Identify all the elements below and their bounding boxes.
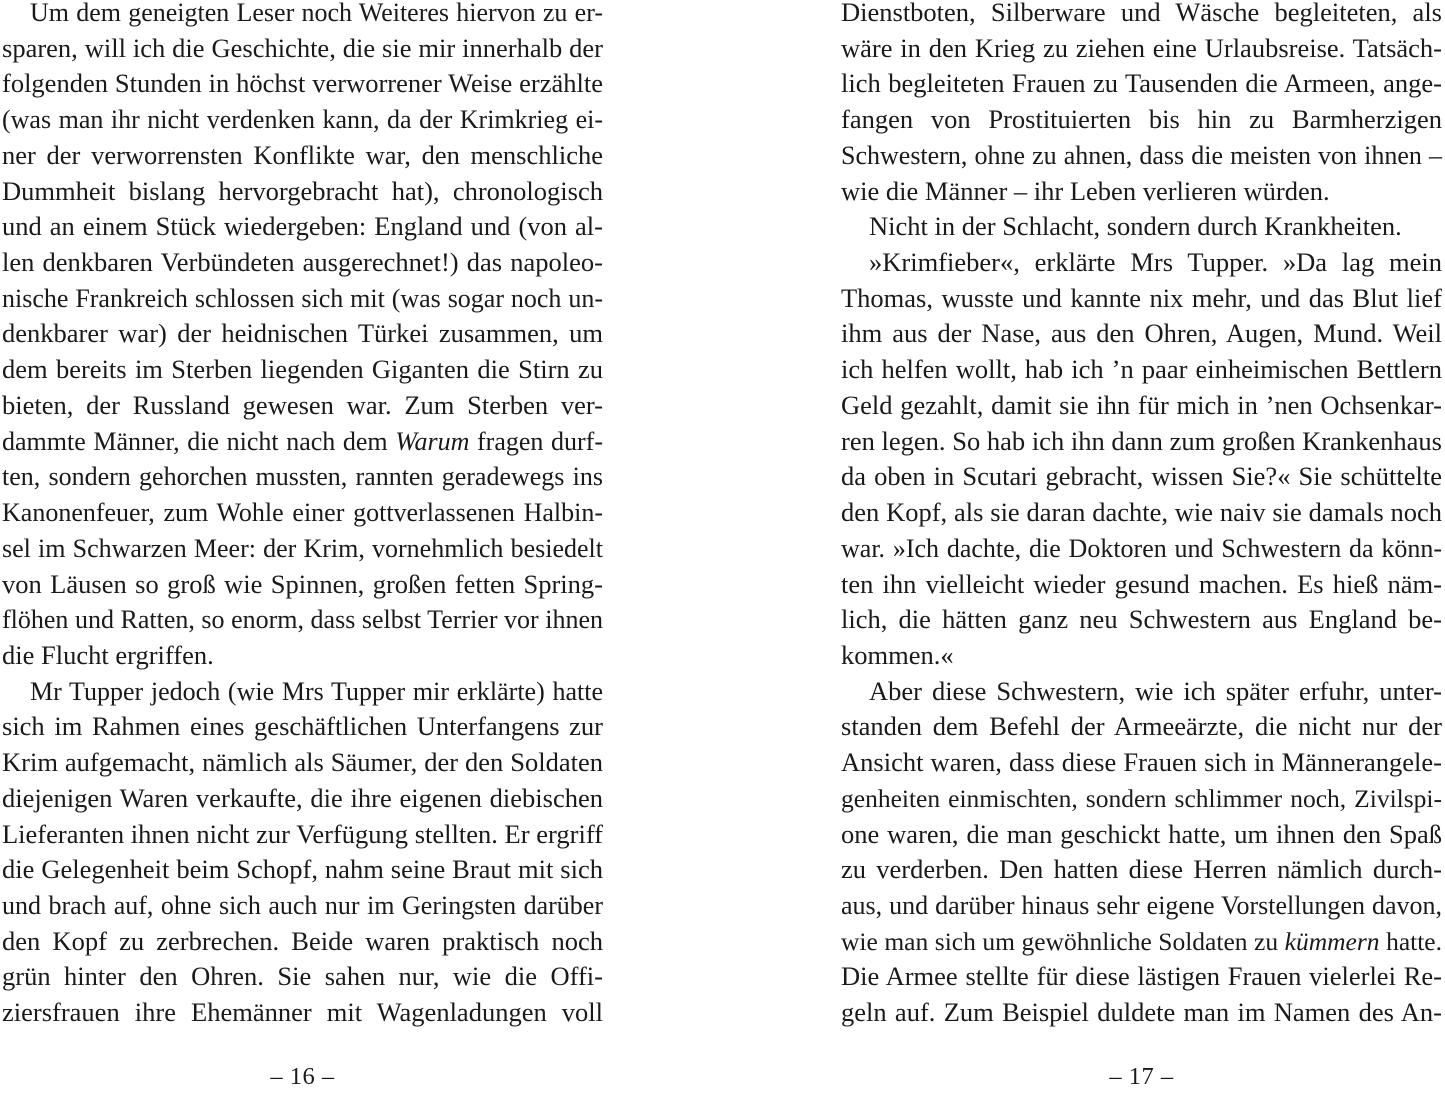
text-line: Mr Tupper jedoch (wie Mrs Tupper mir erklärte) hatte	[30, 676, 603, 706]
page-number: – 17 –	[1109, 1063, 1174, 1090]
text-line: war. »Ich dachte, die Doktoren und Schwestern da könn-	[841, 533, 1442, 563]
text-line: len denkbaren Verbündeten ausgerechnet!) das napoleo-	[2, 247, 603, 278]
text-line: standen dem Befehl der Armeeärzte, die nicht nur der	[841, 711, 1442, 742]
page-text-column	[2, 0, 603, 1031]
text-line: kommen.«	[841, 639, 954, 670]
text-line: diejenigen Waren verkaufte, die ihre eigenen diebischen	[2, 782, 603, 813]
text-line: ten, sondern gehorchen mussten, rannten geradewegs ins	[2, 462, 603, 492]
text-line: wie die Männer – ihr Leben verlieren würden.	[841, 175, 1330, 206]
page-right	[841, 0, 1442, 1093]
text-line: ren legen. So hab ich ihn dann zum großen Krankenhaus	[841, 425, 1442, 456]
text-line: flöhen und Ratten, so enorm, dass selbst Terrier vor ihnen	[2, 605, 603, 635]
text-line: nische Frankreich schlossen sich mit (was sogar noch un-	[2, 283, 603, 313]
text-line: zu verderben. Den hatten diese Herren nämlich durch-	[841, 854, 1442, 885]
text-line: denkbarer war) der heidnischen Türkei zusammen, um	[2, 318, 603, 349]
text-line: bieten, der Russland gewesen war. Zum Sterben ver-	[2, 389, 603, 420]
text-line: ner der verworrensten Konflikte war, den menschliche	[2, 139, 603, 170]
text-line: one waren, die man geschickt hatte, um ihnen den Spaß	[841, 818, 1442, 849]
text-line: Ansicht waren, dass diese Frauen sich in Männerangele-	[841, 747, 1442, 778]
text-line: Geld gezahlt, damit sie ihn für mich in ’nen Ochsenkar-	[841, 389, 1442, 420]
text-line: lich, die hätten ganz neu Schwestern aus England be-	[841, 604, 1442, 635]
text-line: Thomas, wusste und kannte nix mehr, und das Blut lief	[841, 282, 1442, 313]
text-line: von Läusen so groß wie Spinnen, großen fetten Spring-	[2, 568, 603, 599]
page-text-column	[841, 0, 1442, 1031]
text-line: »Krimfieber«, erklärte Mrs Tupper. »Da lag mein	[869, 247, 1442, 278]
text-line: dem bereits im Sterben liegenden Giganten die Stirn zu	[2, 354, 603, 385]
text-line: Aber diese Schwestern, wie ich später erfuhr, unter-	[869, 675, 1442, 706]
text-line: fangen von Prostituierten bis hin zu Barmherzigen	[841, 104, 1442, 135]
text-line: ten ihn vielleicht wieder gesund machen. Es hieß näm-	[841, 568, 1442, 599]
text-line: Schwestern, ohne zu ahnen, dass die meisten von ihnen –	[841, 140, 1442, 170]
text-line: Krim aufgemacht, nämlich als Säumer, der den Soldaten	[2, 747, 603, 778]
text-line: Die Armee stellte für diese lästigen Frauen vielerlei Re-	[841, 961, 1442, 992]
text-line: da oben in Scutari gebracht, wissen Sie?« Sie schüttelte	[841, 461, 1442, 492]
text-line: lich begleiteten Frauen zu Tausenden die Armeen, ange-	[841, 68, 1442, 99]
text-line: Nicht in der Schlacht, sondern durch Krankheiten.	[869, 211, 1402, 242]
text-line: sel im Schwarzen Meer: der Krim, vornehmlich besiedelt	[2, 533, 603, 563]
text-line: ziersfrauen ihre Ehemänner mit Wagenladungen voll	[2, 997, 603, 1028]
text-line: ihm aus der Nase, aus den Ohren, Augen, Mund. Weil	[841, 318, 1442, 349]
text-line: die Flucht ergriffen.	[2, 639, 214, 670]
text-line: Um dem geneigten Leser noch Weiteres hiervon zu er-	[30, 0, 603, 27]
text-line: Lieferanten ihnen nicht zur Verfügung stellten. Er ergriff	[2, 818, 603, 849]
text-line: sparen, will ich die Geschichte, die sie mir innerhalb der	[2, 32, 603, 63]
text-line: geln auf. Zum Beispiel duldete man im Namen des An-	[841, 997, 1442, 1028]
text-line: den Kopf zu zerbrechen. Beide waren praktisch noch	[2, 925, 603, 956]
text-line: grün hinter den Ohren. Sie sahen nur, wie die Offi-	[2, 961, 603, 992]
page-left	[2, 0, 603, 1093]
text-line: Kanonenfeuer, zum Wohle einer gottverlassenen Halbin-	[2, 498, 603, 528]
text-line: ich helfen wollt, hab ich ’n paar einheimischen Bettlern	[841, 354, 1442, 385]
text-line: den Kopf, als sie daran dachte, wie naiv sie damals noch	[841, 497, 1442, 528]
text-line: aus, und darüber hinaus sehr eigene Vorstellungen davon,	[841, 890, 1442, 920]
text-line: die Gelegenheit beim Schopf, nahm seine Braut mit sich	[2, 854, 603, 885]
text-line: wäre in den Krieg zu ziehen eine Urlaubsreise. Tatsäch-	[841, 32, 1442, 63]
text-line: wie man sich um gewöhnliche Soldaten zu kümmern hatte.	[841, 926, 1443, 956]
text-line: Dummheit bislang hervorgebracht hat), chronologisch	[2, 175, 603, 206]
text-line: genheiten einmischten, sondern schlimmer noch, Zivilspi-	[841, 783, 1442, 813]
text-line: Dienstboten, Silberware und Wäsche begleiteten, als	[841, 0, 1442, 27]
text-line: (was man ihr nicht verdenken kann, da der Krimkrieg ei-	[2, 105, 603, 135]
text-line: und an einem Stück wiedergeben: England und (von al-	[2, 211, 603, 242]
page-number: – 16 –	[270, 1063, 335, 1090]
text-line: folgenden Stunden in höchst verworrener Weise erzählte	[2, 68, 603, 99]
text-line: sich im Rahmen eines geschäftlichen Unterfangens zur	[2, 711, 603, 742]
text-line: und brach auf, ohne sich auch nur im Geringsten darüber	[2, 890, 603, 920]
text-line: dammte Männer, die nicht nach dem Warum fragen durf-	[2, 426, 603, 456]
